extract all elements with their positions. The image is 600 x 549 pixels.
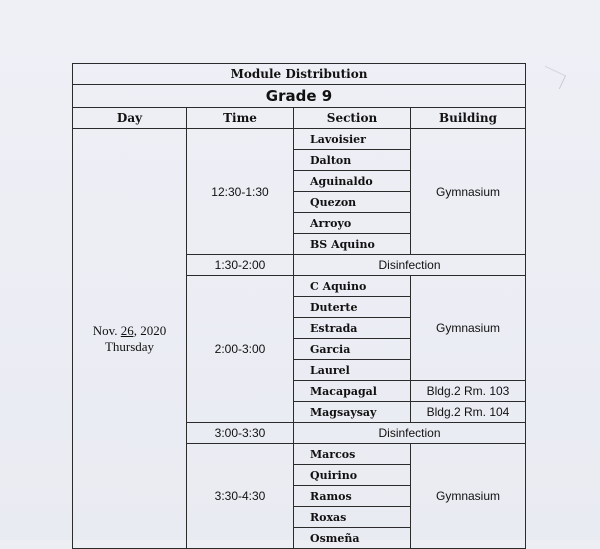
- time-slot: 3:30-4:30: [187, 444, 294, 549]
- module-distribution-table: [72, 63, 526, 549]
- time-slot: 12:30-1:30: [187, 129, 294, 255]
- section-cell: Laurel: [294, 360, 411, 381]
- time-slot: 2:00-3:00: [187, 276, 294, 423]
- building-cell: Bldg.2 Rm. 104: [411, 402, 526, 423]
- section-cell: Macapagal: [294, 381, 411, 402]
- section-cell: Lavoisier: [294, 129, 411, 150]
- section-cell: Roxas: [294, 507, 411, 528]
- section-cell: Marcos: [294, 444, 411, 465]
- time-slot: 3:00-3:30: [187, 423, 294, 444]
- table-title: Module Distribution: [73, 64, 526, 85]
- header-section: Section: [294, 108, 411, 129]
- section-cell: Garcia: [294, 339, 411, 360]
- section-cell: Aguinaldo: [294, 171, 411, 192]
- section-cell: BS Aquino: [294, 234, 411, 255]
- section-cell: Osmeña: [294, 528, 411, 549]
- day-cell: [73, 129, 187, 549]
- day-date: 26,: [120, 322, 138, 338]
- page-mark: [539, 66, 566, 89]
- section-cell: Quezon: [294, 192, 411, 213]
- header-time: Time: [187, 108, 294, 129]
- disinfection-cell: Disinfection: [294, 255, 526, 276]
- day-year: 2020: [140, 322, 167, 338]
- section-cell: Quirino: [294, 465, 411, 486]
- disinfection-cell: Disinfection: [294, 423, 526, 444]
- section-cell: Duterte: [294, 297, 411, 318]
- day-month: Nov.: [92, 322, 118, 338]
- section-cell: Magsaysay: [294, 402, 411, 423]
- grade-heading: Grade 9: [73, 85, 526, 108]
- header-day: Day: [73, 108, 187, 129]
- section-cell: Ramos: [294, 486, 411, 507]
- building-cell: Gymnasium: [411, 129, 526, 255]
- time-slot: 1:30-2:00: [187, 255, 294, 276]
- section-cell: C Aquino: [294, 276, 411, 297]
- building-cell: Bldg.2 Rm. 103: [411, 381, 526, 402]
- section-cell: Dalton: [294, 150, 411, 171]
- section-cell: Estrada: [294, 318, 411, 339]
- section-cell: Arroyo: [294, 213, 411, 234]
- header-building: Building: [411, 108, 526, 129]
- building-cell: Gymnasium: [411, 444, 526, 549]
- day-weekday: Thursday: [104, 338, 155, 354]
- building-cell: Gymnasium: [411, 276, 526, 381]
